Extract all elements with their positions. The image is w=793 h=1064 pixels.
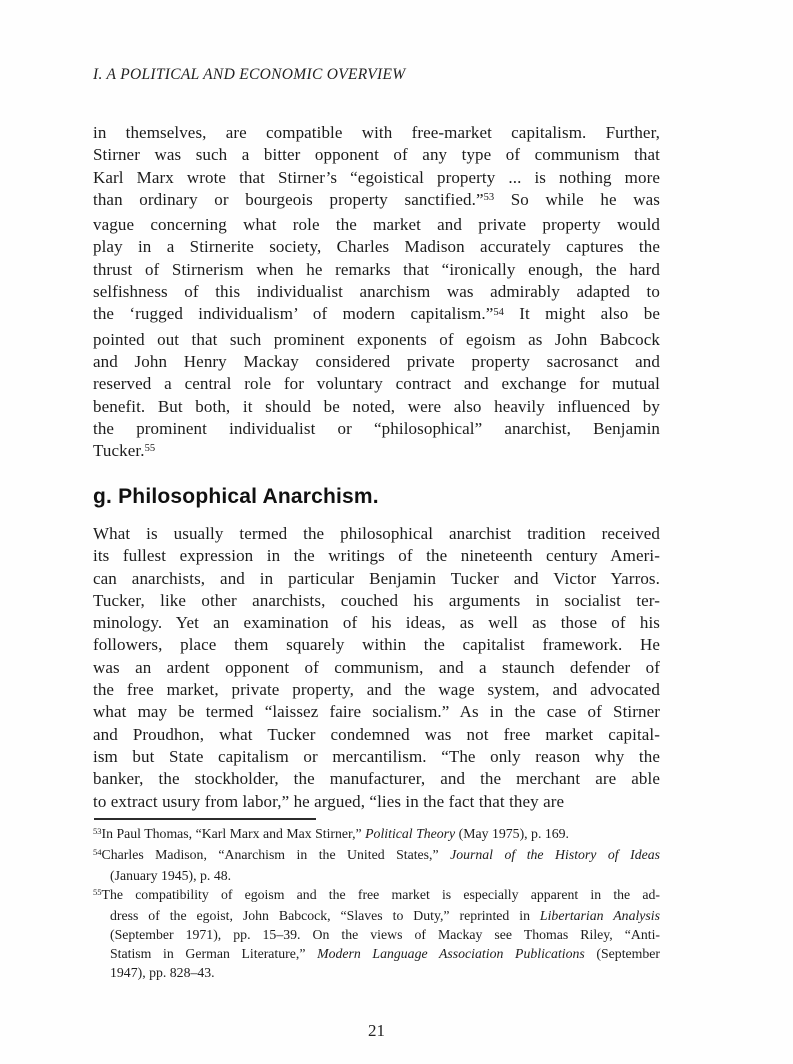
text-segment: In Paul Thomas, “Karl Marx and Max Stirner,” bbox=[101, 826, 366, 841]
section-heading: g. Philosophical Anarchism. bbox=[93, 485, 379, 508]
footnote-line bbox=[93, 885, 660, 906]
text-line bbox=[93, 214, 660, 236]
text-segment: Karl Marx wrote that Stirner’s “egoistical property ... is nothing more bbox=[93, 167, 660, 187]
text-line bbox=[93, 329, 660, 351]
text-line bbox=[93, 440, 660, 465]
text-line bbox=[93, 303, 660, 328]
footnote-ref: 54 bbox=[93, 847, 102, 858]
text-line bbox=[93, 568, 660, 590]
text-segment: reserved a central role for voluntary contract and exchange for mutual bbox=[93, 374, 660, 394]
footnote-ref: 54 bbox=[493, 306, 504, 318]
text-segment: (September 1971), pp. 15–39. On the views of Mackay see Thomas Riley, “Anti- bbox=[110, 927, 660, 942]
text-segment: the ‘rugged individualism’ of modern capitalism.” bbox=[93, 304, 494, 324]
text-line bbox=[93, 634, 660, 656]
text-line bbox=[93, 746, 660, 768]
paragraph-1 bbox=[93, 122, 660, 465]
text-line bbox=[93, 236, 660, 258]
text-line bbox=[93, 590, 660, 612]
text-line bbox=[93, 657, 660, 679]
text-segment: banker, the stockholder, the manufacturer, and the merchant are able bbox=[93, 769, 660, 789]
footnote-line bbox=[93, 845, 660, 866]
text-segment: benefit. But both, it should be noted, were also heavily influenced by bbox=[93, 396, 660, 416]
text-segment: than ordinary or bourgeois property sanctified.” bbox=[93, 189, 484, 209]
footnote-line bbox=[93, 963, 660, 982]
text-segment: to extract usury from labor,” he argued, “lies in the fact that they are bbox=[93, 791, 565, 811]
footnote-line bbox=[93, 906, 660, 925]
text-line bbox=[93, 724, 660, 746]
text-line bbox=[93, 612, 660, 634]
text-line bbox=[93, 545, 660, 567]
footnote-line bbox=[93, 925, 660, 944]
text-segment: Tucker. bbox=[93, 441, 145, 461]
text-segment: (January 1945), p. 48. bbox=[110, 868, 232, 883]
text-segment: (May 1975), p. 169. bbox=[455, 826, 569, 841]
text-segment: play in a Stirnerite society, Charles Madison accurately captures the bbox=[93, 237, 660, 257]
text-segment: and Proudhon, what Tucker condemned was not free market capital- bbox=[93, 724, 660, 744]
footnote-separator-rule bbox=[94, 818, 316, 820]
footnote-ref: 53 bbox=[483, 192, 495, 204]
footnote-ref: 55 bbox=[93, 887, 102, 898]
paragraph-2 bbox=[93, 523, 660, 813]
footnote-ref: 55 bbox=[144, 443, 156, 455]
text-line bbox=[93, 373, 660, 395]
text-segment: selfishness of this individualist anarchism was admirably adapted to bbox=[93, 282, 660, 302]
footnotes bbox=[93, 824, 660, 982]
text-segment: was an ardent opponent of communism, and a staunch defender of bbox=[93, 657, 660, 677]
text-segment: minology. Yet an examination of his ideas, as well as those of his bbox=[93, 613, 660, 633]
text-segment: What is usually termed the philosophical anarchist tradition received bbox=[93, 524, 660, 543]
text-line bbox=[93, 523, 660, 545]
text-line bbox=[93, 122, 660, 144]
text-segment: can anarchists, and in particular Benjamin Tucker and Victor Yarros. bbox=[93, 568, 660, 588]
text-segment: followers, place them squarely within the capitalist framework. He bbox=[93, 635, 660, 655]
text-line bbox=[93, 679, 660, 701]
text-segment: So while he was bbox=[494, 189, 661, 209]
footnote-line bbox=[93, 944, 660, 963]
text-line bbox=[93, 144, 660, 166]
text-line bbox=[93, 768, 660, 790]
text-line bbox=[93, 396, 660, 418]
text-segment: the free market, private property, and the wage system, and advocated bbox=[93, 680, 660, 700]
text-segment: It might also be bbox=[503, 304, 660, 324]
italic-text: Modern Language Association Publications bbox=[317, 946, 585, 961]
text-line bbox=[93, 791, 660, 813]
text-line bbox=[93, 189, 660, 214]
italic-text: Political Theory bbox=[365, 826, 456, 841]
page-number: 21 bbox=[368, 1021, 385, 1040]
text-segment: 1947), pp. 828–43. bbox=[110, 965, 215, 980]
text-segment: vague concerning what role the market and private property would bbox=[93, 215, 660, 235]
text-segment: its fullest expression in the writings of the nineteenth century Ameri- bbox=[93, 546, 660, 566]
footnote-line bbox=[93, 824, 660, 845]
italic-text: Journal of the History of Ideas bbox=[450, 847, 660, 862]
text-segment: thrust of Stirnerism when he remarks that “ironically enough, the hard bbox=[93, 259, 660, 279]
text-segment: Charles Madison, “Anarchism in the United States,” bbox=[101, 847, 451, 862]
text-segment: Stirner was such a bitter opponent of any type of communism that bbox=[93, 145, 660, 165]
footnote-ref: 53 bbox=[93, 826, 102, 837]
text-segment: pointed out that such prominent exponents of egoism as John Babcock bbox=[93, 329, 660, 349]
text-segment: and John Henry Mackay considered private property sacrosanct and bbox=[93, 351, 660, 371]
running-header: I. A POLITICAL AND ECONOMIC OVERVIEW bbox=[93, 66, 406, 83]
text-segment: (September bbox=[584, 946, 660, 961]
text-line bbox=[93, 351, 660, 373]
text-segment: The compatibility of egoism and the free market is especially apparent in the ad- bbox=[101, 887, 660, 902]
text-line bbox=[93, 418, 660, 440]
text-segment: the prominent individualist or “philosophical” anarchist, Benjamin bbox=[93, 418, 660, 438]
text-line bbox=[93, 281, 660, 303]
text-segment: in themselves, are compatible with free-market capitalism. Further, bbox=[93, 123, 660, 142]
text-segment: what may be termed “laissez faire socialism.” As in the case of Stirner bbox=[93, 702, 660, 722]
text-segment: ism but State capitalism or mercantilism. “The only reason why the bbox=[93, 746, 660, 766]
text-segment: dress of the egoist, John Babcock, “Slaves to Duty,” reprinted in bbox=[110, 908, 540, 923]
text-line bbox=[93, 167, 660, 189]
italic-text: Libertarian Analysis bbox=[539, 908, 660, 923]
text-segment: Statism in German Literature,” bbox=[110, 946, 318, 961]
text-line bbox=[93, 701, 660, 723]
text-segment: Tucker, like other anarchists, couched his arguments in socialist ter- bbox=[93, 590, 660, 610]
footnote-line bbox=[93, 866, 660, 885]
text-line bbox=[93, 259, 660, 281]
